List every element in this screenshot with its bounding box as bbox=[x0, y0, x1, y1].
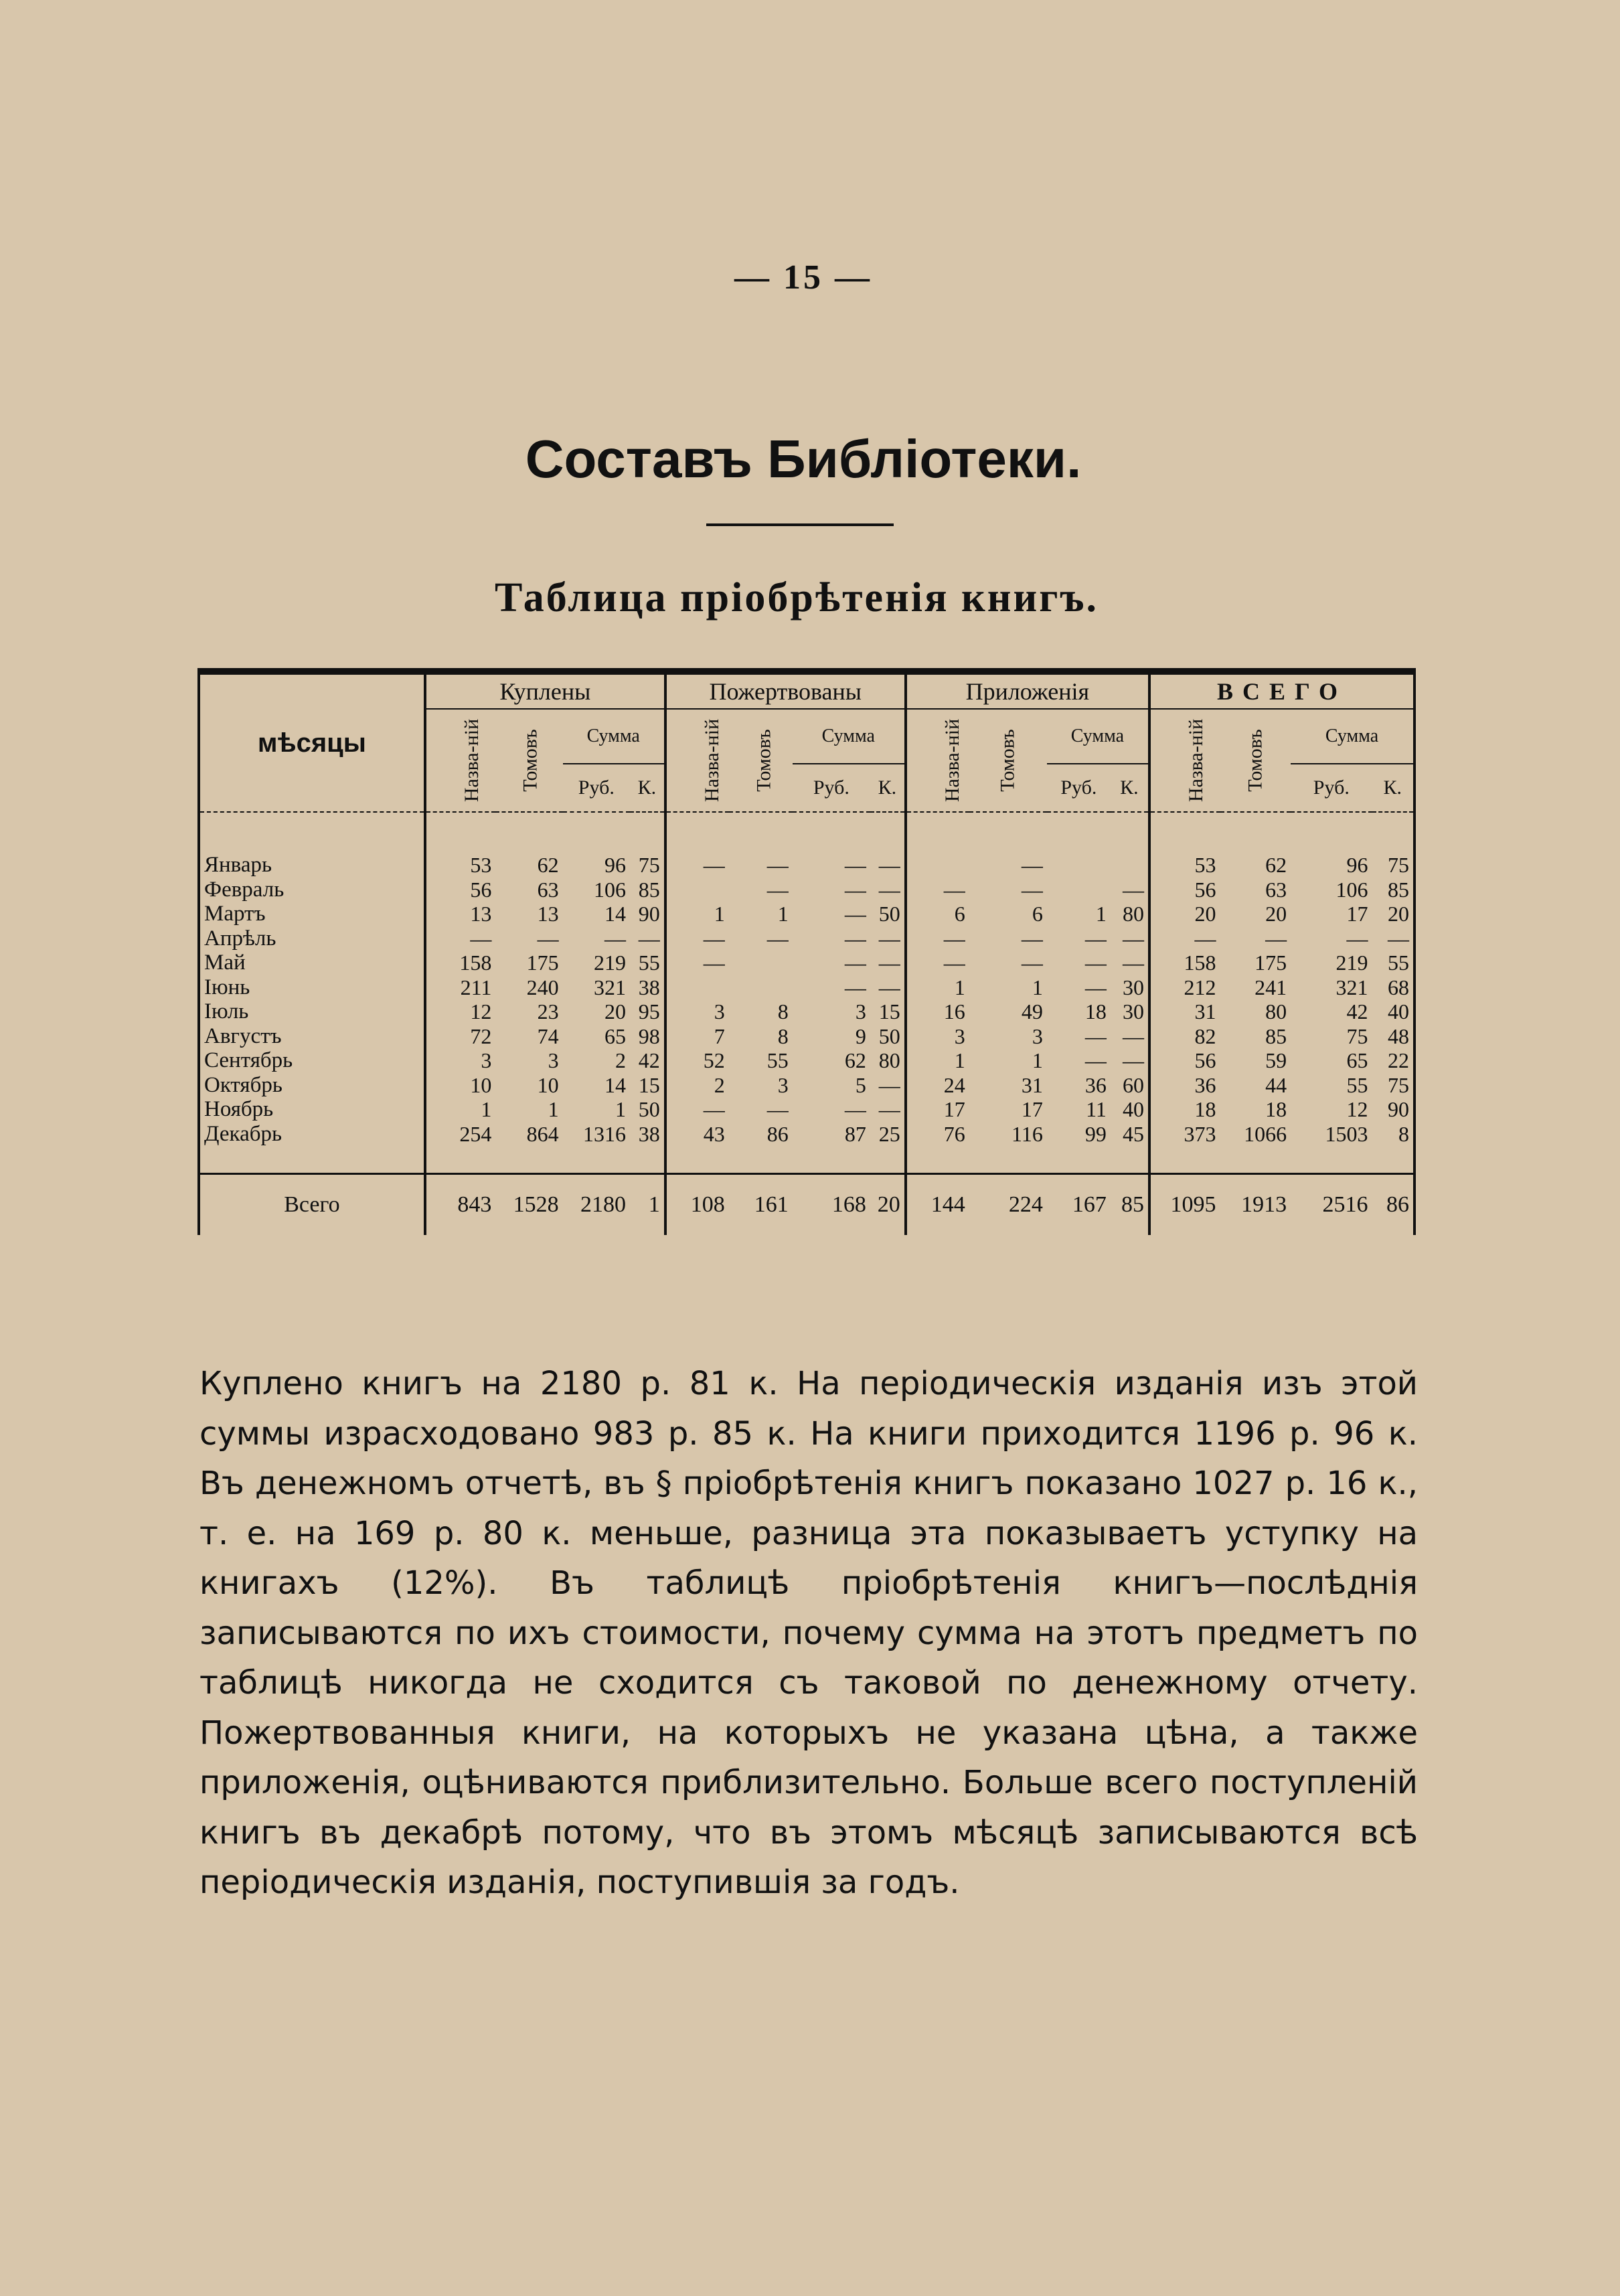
total-cell: 108 bbox=[690, 1192, 725, 1217]
value-cell: 15 bbox=[630, 1073, 665, 1098]
value-cell: — bbox=[870, 926, 906, 951]
value-cell: 44 bbox=[1265, 1072, 1287, 1097]
value-cell: 18 bbox=[1194, 1097, 1216, 1122]
col-volumes-header: Томовъ bbox=[1244, 729, 1267, 792]
value-cell: 15 bbox=[870, 999, 906, 1024]
value-cell: 65 bbox=[604, 1023, 626, 1048]
table-row bbox=[199, 1024, 1414, 1049]
value-cell: — bbox=[943, 877, 965, 902]
value-cell: 1 bbox=[548, 1097, 559, 1122]
col-volumes-header: Томовъ bbox=[519, 729, 542, 792]
value-cell: 5 bbox=[855, 1072, 866, 1097]
value-cell: 17 bbox=[1021, 1097, 1043, 1122]
value-cell: 106 bbox=[1335, 877, 1368, 902]
table-row bbox=[199, 926, 1414, 951]
value-cell: 62 bbox=[1265, 853, 1287, 878]
value-cell: 12 bbox=[470, 999, 492, 1024]
value-cell: 3 bbox=[1032, 1023, 1043, 1048]
value-cell: 12 bbox=[1346, 1097, 1368, 1122]
value-cell: 38 bbox=[630, 975, 665, 1000]
value-cell: 14 bbox=[604, 902, 626, 926]
value-cell: 55 bbox=[1372, 951, 1414, 975]
value-cell: 85 bbox=[1372, 878, 1414, 902]
month-cell: Августъ bbox=[199, 1024, 425, 1049]
value-cell: 17 bbox=[1346, 902, 1368, 926]
value-cell: — bbox=[766, 926, 789, 951]
value-cell: — bbox=[470, 926, 492, 951]
total-cell: 144 bbox=[930, 1192, 965, 1217]
total-cell: 224 bbox=[1008, 1192, 1043, 1217]
value-cell: 80 bbox=[1111, 902, 1149, 926]
value-cell: 36 bbox=[1084, 1072, 1107, 1097]
value-cell: — bbox=[1021, 951, 1043, 975]
value-cell: 1 bbox=[615, 1097, 626, 1122]
month-cell: Январь bbox=[199, 853, 425, 878]
value-cell bbox=[665, 975, 729, 1000]
value-cell: 3 bbox=[954, 1023, 965, 1048]
value-cell: 3 bbox=[714, 999, 725, 1024]
value-cell: — bbox=[1346, 926, 1368, 951]
value-cell: 38 bbox=[630, 1122, 665, 1147]
value-cell: — bbox=[1021, 853, 1043, 878]
value-cell: — bbox=[870, 878, 906, 902]
value-cell: 42 bbox=[630, 1048, 665, 1073]
col-kop-header: К. bbox=[870, 764, 906, 812]
value-cell: 56 bbox=[1194, 877, 1216, 902]
value-cell: — bbox=[844, 975, 866, 999]
value-cell: 8 bbox=[1372, 1122, 1414, 1147]
col-sum-header: Сумма bbox=[793, 709, 906, 764]
value-cell: 53 bbox=[1194, 853, 1216, 878]
col-rub-header: Руб. bbox=[813, 776, 849, 799]
value-cell: 1316 bbox=[582, 1121, 626, 1146]
value-cell: 10 bbox=[537, 1072, 559, 1097]
total-cell: 167 bbox=[1072, 1192, 1107, 1217]
value-cell: 65 bbox=[1346, 1048, 1368, 1073]
value-cell: 48 bbox=[1372, 1024, 1414, 1049]
table-row bbox=[199, 1097, 1414, 1122]
total-label: Всего bbox=[199, 1174, 425, 1236]
value-cell: 62 bbox=[537, 853, 559, 878]
value-cell: 1 bbox=[777, 902, 789, 926]
value-cell: 55 bbox=[1346, 1072, 1368, 1097]
col-titles-header: Назва-ній bbox=[461, 718, 483, 803]
value-cell: 6 bbox=[1032, 902, 1043, 926]
value-cell: 3 bbox=[548, 1048, 559, 1073]
table-row bbox=[199, 999, 1414, 1024]
value-cell: 321 bbox=[593, 975, 626, 999]
value-cell: — bbox=[537, 926, 559, 951]
table-row bbox=[199, 1122, 1414, 1147]
value-cell: 1 bbox=[1095, 902, 1107, 926]
value-cell: 158 bbox=[459, 951, 492, 975]
value-cell: — bbox=[1111, 1048, 1149, 1073]
value-cell: — bbox=[1111, 926, 1149, 951]
value-cell: 219 bbox=[1335, 951, 1368, 975]
value-cell: — bbox=[844, 926, 866, 951]
value-cell: 11 bbox=[1086, 1097, 1107, 1122]
value-cell: — bbox=[870, 1097, 906, 1122]
value-cell: 1 bbox=[1032, 975, 1043, 999]
value-cell: — bbox=[870, 951, 906, 975]
group-header-supplements: Приложенія bbox=[906, 671, 1149, 709]
value-cell: — bbox=[766, 853, 789, 878]
value-cell: — bbox=[1021, 926, 1043, 951]
value-cell: — bbox=[844, 877, 866, 902]
value-cell: — bbox=[703, 951, 725, 975]
value-cell: 158 bbox=[1184, 951, 1216, 975]
value-cell: 30 bbox=[1111, 975, 1149, 1000]
table-row bbox=[199, 1073, 1414, 1098]
value-cell: 14 bbox=[604, 1072, 626, 1097]
value-cell: 20 bbox=[1194, 902, 1216, 926]
value-cell bbox=[729, 975, 793, 1000]
value-cell: 55 bbox=[630, 951, 665, 975]
value-cell: 50 bbox=[630, 1097, 665, 1122]
group-header-bought: Куплены bbox=[425, 671, 665, 709]
value-cell: — bbox=[1194, 926, 1216, 951]
value-cell: 3 bbox=[481, 1048, 492, 1073]
table-row bbox=[199, 1048, 1414, 1073]
value-cell: 10 bbox=[470, 1072, 492, 1097]
value-cell: 75 bbox=[1372, 1073, 1414, 1098]
value-cell: 95 bbox=[630, 999, 665, 1024]
value-cell: 20 bbox=[1372, 902, 1414, 926]
value-cell: 18 bbox=[1265, 1097, 1287, 1122]
value-cell: 60 bbox=[1111, 1073, 1149, 1098]
value-cell: 1 bbox=[954, 975, 965, 999]
value-cell: — bbox=[1084, 1023, 1107, 1048]
value-cell: 18 bbox=[1084, 999, 1107, 1024]
value-cell: 9 bbox=[855, 1023, 866, 1048]
value-cell: 25 bbox=[870, 1122, 906, 1147]
col-kop-header: К. bbox=[1111, 764, 1149, 812]
table-row bbox=[199, 853, 1414, 878]
value-cell: 75 bbox=[630, 853, 665, 878]
col-sum-header: Сумма bbox=[1047, 709, 1149, 764]
value-cell: 1503 bbox=[1325, 1121, 1368, 1146]
value-cell: 23 bbox=[537, 999, 559, 1024]
value-cell: 82 bbox=[1194, 1023, 1216, 1048]
month-cell: Май bbox=[199, 951, 425, 975]
value-cell: 175 bbox=[1254, 951, 1287, 975]
month-cell: Октябрь bbox=[199, 1073, 425, 1098]
total-cell: 2180 bbox=[580, 1192, 626, 1217]
value-cell: 6 bbox=[954, 902, 965, 926]
value-cell: 50 bbox=[870, 902, 906, 926]
value-cell: — bbox=[1084, 1048, 1107, 1073]
value-cell: — bbox=[943, 951, 965, 975]
total-cell: 86 bbox=[1372, 1174, 1414, 1236]
value-cell: — bbox=[1111, 1024, 1149, 1049]
value-cell: — bbox=[604, 926, 626, 951]
paragraph-text: Куплено книгъ на 2180 р. 81 к. На періодическія изданія изъ этой суммы израсходовано 983 р. 85 к. На книги приходится 1196 р. 96 к. Въ денежномъ отчетѣ, въ § пріобрѣтенія книгъ показано 1027 р. 16 к., т. е. на 169 р. 80 к. меньше, разница эта показываетъ уступку на книгахъ (12%). Въ таблицѣ пріобрѣтенія книгъ—послѣднія записываются по ихъ стоимости, почему сумма на этотъ предметъ по таблицѣ никогда не сходится съ таковой по денежному отчету. Пожертвованныя книги, на которыхъ не указана цѣна, а также приложенія, оцѣниваются приблизительно. Больше всего поступленій книгъ въ декабрѣ потому, что въ этомъ мѣсяцѣ записываются всѣ періодическія изданія, поступившія за годъ. bbox=[199, 1365, 1418, 1901]
value-cell: 40 bbox=[1111, 1097, 1149, 1122]
value-cell: 321 bbox=[1335, 975, 1368, 999]
value-cell: 241 bbox=[1254, 975, 1287, 999]
value-cell: 254 bbox=[459, 1121, 492, 1146]
total-cell: 843 bbox=[457, 1192, 492, 1217]
body-paragraph bbox=[199, 1359, 1418, 1908]
value-cell: 86 bbox=[766, 1121, 789, 1146]
col-titles-header: Назва-ній bbox=[1185, 718, 1208, 803]
total-cell: 20 bbox=[870, 1174, 906, 1236]
month-cell: Апрѣль bbox=[199, 926, 425, 951]
col-titles-header: Назва-ній bbox=[941, 718, 963, 803]
value-cell: 20 bbox=[1265, 902, 1287, 926]
value-cell bbox=[906, 853, 969, 878]
value-cell: 56 bbox=[1194, 1048, 1216, 1073]
value-cell: 30 bbox=[1111, 999, 1149, 1024]
col-rub-header: Руб. bbox=[1060, 776, 1097, 799]
value-cell: 96 bbox=[1346, 853, 1368, 878]
month-cell: Декабрь bbox=[199, 1122, 425, 1147]
month-cell: Мартъ bbox=[199, 902, 425, 926]
value-cell: — bbox=[844, 853, 866, 878]
value-cell: 62 bbox=[844, 1048, 866, 1073]
value-cell: — bbox=[844, 902, 866, 926]
value-cell: — bbox=[1084, 975, 1107, 999]
value-cell: 17 bbox=[943, 1097, 965, 1122]
col-rub-header: Руб. bbox=[1313, 776, 1350, 799]
value-cell: — bbox=[1021, 877, 1043, 902]
value-cell: 90 bbox=[1372, 1097, 1414, 1122]
value-cell: 42 bbox=[1346, 999, 1368, 1024]
value-cell: 31 bbox=[1021, 1072, 1043, 1097]
total-cell: 1 bbox=[630, 1174, 665, 1236]
table-row bbox=[199, 878, 1414, 902]
value-cell: 2 bbox=[615, 1048, 626, 1073]
value-cell: 53 bbox=[470, 853, 492, 878]
value-cell bbox=[1111, 853, 1149, 878]
value-cell bbox=[1047, 853, 1111, 878]
value-cell: — bbox=[1111, 951, 1149, 975]
value-cell: 16 bbox=[943, 999, 965, 1024]
value-cell: 80 bbox=[870, 1048, 906, 1073]
month-cell: Сентябрь bbox=[199, 1048, 425, 1073]
value-cell: — bbox=[703, 926, 725, 951]
value-cell: 96 bbox=[604, 853, 626, 878]
value-cell: 373 bbox=[1184, 1121, 1216, 1146]
acquisition-table bbox=[197, 668, 1416, 1235]
value-cell: — bbox=[630, 926, 665, 951]
value-cell: 24 bbox=[943, 1072, 965, 1097]
month-cell: Ноябрь bbox=[199, 1097, 425, 1122]
value-cell: 76 bbox=[943, 1121, 965, 1146]
value-cell: 45 bbox=[1111, 1122, 1149, 1147]
col-sum-header: Сумма bbox=[1291, 709, 1414, 764]
title-divider bbox=[706, 523, 894, 526]
total-cell: 168 bbox=[831, 1192, 866, 1217]
value-cell: 175 bbox=[526, 951, 559, 975]
page-title: Составъ Библіотеки. bbox=[525, 429, 1082, 489]
value-cell: 8 bbox=[777, 1023, 789, 1048]
value-cell: 56 bbox=[470, 877, 492, 902]
total-cell: 1913 bbox=[1241, 1192, 1287, 1217]
value-cell: 72 bbox=[470, 1023, 492, 1048]
value-cell: 80 bbox=[1265, 999, 1287, 1024]
table-row bbox=[199, 951, 1414, 975]
value-cell: 50 bbox=[870, 1024, 906, 1049]
value-cell: 1 bbox=[1032, 1048, 1043, 1073]
month-cell: Февраль bbox=[199, 878, 425, 902]
value-cell: 75 bbox=[1346, 1023, 1368, 1048]
group-header-donated: Пожертвованы bbox=[665, 671, 906, 709]
table-row bbox=[199, 902, 1414, 926]
value-cell: 3 bbox=[777, 1072, 789, 1097]
value-cell: — bbox=[844, 951, 866, 975]
group-header-total: ВСЕГО bbox=[1149, 671, 1414, 709]
value-cell: 240 bbox=[526, 975, 559, 999]
value-cell: — bbox=[1372, 926, 1414, 951]
value-cell: 49 bbox=[1021, 999, 1043, 1024]
value-cell: 68 bbox=[1372, 975, 1414, 1000]
value-cell: 211 bbox=[460, 975, 492, 999]
month-cell: Іюль bbox=[199, 999, 425, 1024]
value-cell: — bbox=[1265, 926, 1287, 951]
value-cell: 52 bbox=[703, 1048, 725, 1073]
total-cell: 161 bbox=[754, 1192, 789, 1217]
value-cell: 99 bbox=[1084, 1121, 1107, 1146]
value-cell: 55 bbox=[766, 1048, 789, 1073]
value-cell: 59 bbox=[1265, 1048, 1287, 1073]
total-row bbox=[199, 1174, 1414, 1236]
value-cell: — bbox=[766, 877, 789, 902]
value-cell: — bbox=[703, 853, 725, 878]
col-volumes-header: Томовъ bbox=[996, 729, 1019, 792]
value-cell: 63 bbox=[1265, 877, 1287, 902]
value-cell: — bbox=[1111, 878, 1149, 902]
table-subtitle: Таблица пріобрѣтенія книгъ. bbox=[494, 575, 1099, 621]
total-cell: 1095 bbox=[1170, 1192, 1216, 1217]
value-cell: 98 bbox=[630, 1024, 665, 1049]
value-cell: 85 bbox=[1265, 1023, 1287, 1048]
value-cell: 8 bbox=[777, 999, 789, 1024]
value-cell: — bbox=[870, 975, 906, 1000]
value-cell: — bbox=[943, 926, 965, 951]
value-cell: 1 bbox=[481, 1097, 492, 1122]
value-cell: 75 bbox=[1372, 853, 1414, 878]
value-cell: 106 bbox=[593, 877, 626, 902]
value-cell: 864 bbox=[526, 1121, 559, 1146]
total-cell: 1528 bbox=[513, 1192, 559, 1217]
value-cell: 90 bbox=[630, 902, 665, 926]
value-cell: 22 bbox=[1372, 1048, 1414, 1073]
col-kop-header: К. bbox=[630, 764, 665, 812]
value-cell: — bbox=[870, 1073, 906, 1098]
value-cell: 13 bbox=[537, 902, 559, 926]
value-cell: 43 bbox=[703, 1121, 725, 1146]
value-cell: 20 bbox=[604, 999, 626, 1024]
value-cell: — bbox=[1084, 926, 1107, 951]
value-cell: — bbox=[1084, 951, 1107, 975]
value-cell: 74 bbox=[537, 1023, 559, 1048]
value-cell: 63 bbox=[537, 877, 559, 902]
table-row bbox=[199, 975, 1414, 1000]
months-header: мѣсяцы bbox=[199, 671, 425, 812]
page-number: — 15 — bbox=[734, 258, 872, 297]
value-cell bbox=[665, 878, 729, 902]
value-cell: 219 bbox=[593, 951, 626, 975]
value-cell: 1 bbox=[954, 1048, 965, 1073]
value-cell: 7 bbox=[714, 1023, 725, 1048]
total-cell: 85 bbox=[1111, 1174, 1149, 1236]
value-cell: 1066 bbox=[1244, 1121, 1287, 1146]
col-volumes-header: Томовъ bbox=[752, 729, 775, 792]
value-cell: 116 bbox=[1011, 1121, 1043, 1146]
month-cell: Іюнь bbox=[199, 975, 425, 1000]
col-titles-header: Назва-ній bbox=[700, 718, 723, 803]
value-cell: — bbox=[844, 1097, 866, 1122]
value-cell: 212 bbox=[1184, 975, 1216, 999]
value-cell: 36 bbox=[1194, 1072, 1216, 1097]
col-rub-header: Руб. bbox=[578, 776, 615, 799]
col-kop-header: К. bbox=[1372, 764, 1414, 812]
value-cell: — bbox=[703, 1097, 725, 1122]
value-cell bbox=[1047, 878, 1111, 902]
value-cell: 1 bbox=[714, 902, 725, 926]
value-cell: 13 bbox=[470, 902, 492, 926]
total-cell: 2516 bbox=[1322, 1192, 1368, 1217]
value-cell bbox=[729, 951, 793, 975]
value-cell: — bbox=[870, 853, 906, 878]
value-cell: 85 bbox=[630, 878, 665, 902]
value-cell: 2 bbox=[714, 1072, 725, 1097]
value-cell: 87 bbox=[844, 1121, 866, 1146]
value-cell: 3 bbox=[855, 999, 866, 1024]
value-cell: 40 bbox=[1372, 999, 1414, 1024]
col-sum-header: Сумма bbox=[563, 709, 665, 764]
value-cell: — bbox=[766, 1097, 789, 1122]
value-cell: 31 bbox=[1194, 999, 1216, 1024]
